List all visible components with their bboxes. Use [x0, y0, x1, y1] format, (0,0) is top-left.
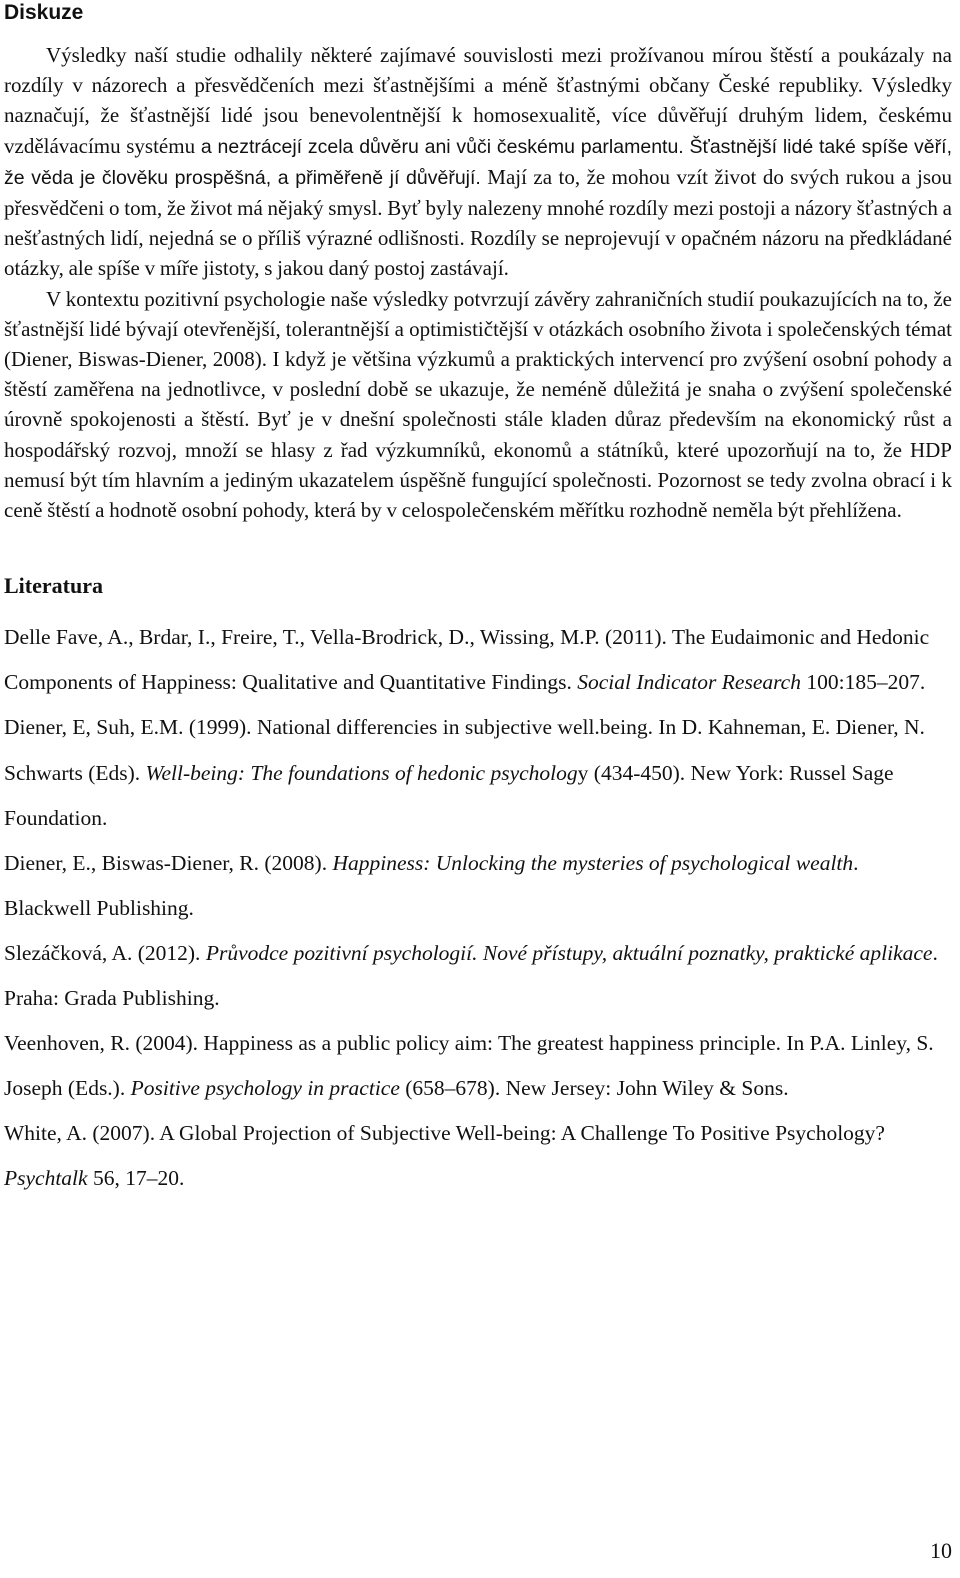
paragraph-text: Výsledky naší studie odhalily některé zajímavé souvislosti mezi prožívanou mírou štěstí a poukázaly na rozdíly v názorech a přesvědčeních mezi šťastnějšími a méně šťastnými občany České republiky. Výsledky naznačují, že šťastnější lidé jsou benevolentnější k homosexualitě, více důvěřují druhým lidem, českému vzdělávacímu systému [4, 43, 952, 158]
paragraph-text: Mají za to, že mohou vzít život do svých rukou a jsou přesvědčeni o tom, že život má nějaký smysl. Byť byly nalezeny mnohé rozdíly mezi postoji a názory šťastných a nešťastných lidí, nejedná se o příliš výrazné odlišnosti. [4, 164, 952, 251]
reference-item: Veenhoven, R. (2004). Happiness as a public policy aim: The greatest happiness principle. In P.A. Linley, S. Joseph (Eds.). Positive psychology in practice (658–678). New Jersey: John Wiley & Sons. [4, 1031, 934, 1101]
section-heading-literatura: Literatura [4, 573, 103, 599]
paragraph-text: Rozdíly se neprojevují v opačném názoru na předkládané otázky, ale spíše v míře jistoty, s jakou daný postoj zastávají. [4, 226, 952, 281]
reference-item: Diener, E, Suh, E.M. (1999). National differencies in subjective well.being. In D. Kahneman, E. Diener, N. Schwarts (Eds). Well-being: The foundations of hedonic psychology (434-450). New York: Russel Sage Foundation. [4, 715, 925, 830]
paragraph-discussion-1 [4, 40, 952, 284]
paragraph-discussion-2: V kontextu pozitivní psychologie naše výsledky potvrzují závěry zahraničních studií poukazujících na to, že šťastnější lidé bývají otevřenější, tolerantnější a optimističtější v otázkách osobního života i společenských témat (Diener, Biswas-Diener, 2008). I když je většina výzkumů a praktických intervencí pro zvýšení osobní pohody a štěstí zaměřena na jednotlivce, v poslední době se ukazuje, že neméně důležitá je snaha o zvýšení společenské úrovně spokojenosti a štěstí. Byť je v dnešní společnosti stále kladen důraz především na ekonomický růst a hospodářský rozvoj, množí se hlasy z řad výzkumníků, ekonomů a státníků, které upozorňují na to, že HDP nemusí být tím hlavním a jediným ukazatelem úspěšně fungující společnosti. Pozornost se tedy zvolna obrací i k ceně štěstí a hodnotě osobní pohody, která by v celospolečenském měřítku rozhodně neměla být přehlížena. [4, 286, 952, 523]
reference-item: Slezáčková, A. (2012). Průvodce pozitivní psychologií. Nové přístupy, aktuální poznatky, praktické aplikace. Praha: Grada Publishing. [4, 940, 938, 1010]
section-heading-diskuze: Diskuze [4, 1, 84, 24]
reference-item: Delle Fave, A., Brdar, I., Freire, T., Vella-Brodrick, D., Wissing, M.P. (2011). The Eudaimonic and Hedonic Components of Happiness: Qualitative and Quantitative Findings. Social Indicator Research 100:185–207. [4, 625, 930, 695]
reference-item: Diener, E., Biswas-Diener, R. (2008). Happiness: Unlocking the mysteries of psychological wealth. Blackwell Publishing. [4, 850, 859, 920]
reference-item: White, A. (2007). A Global Projection of Subjective Well-being: A Challenge To Positive Psychology? Psychtalk 56, 17–20. [4, 1121, 885, 1191]
document-page [4, 0, 952, 1201]
paragraph-text-sans: a neztrácejí zcela důvěru ani vůči českému parlamentu. Šťastnější lidé také spíše věří, že věda je člověku prospěšná, a přiměřeně jí důvěřují. [4, 135, 952, 189]
page-number: 10 [930, 1538, 952, 1563]
reference-list [4, 615, 952, 1201]
